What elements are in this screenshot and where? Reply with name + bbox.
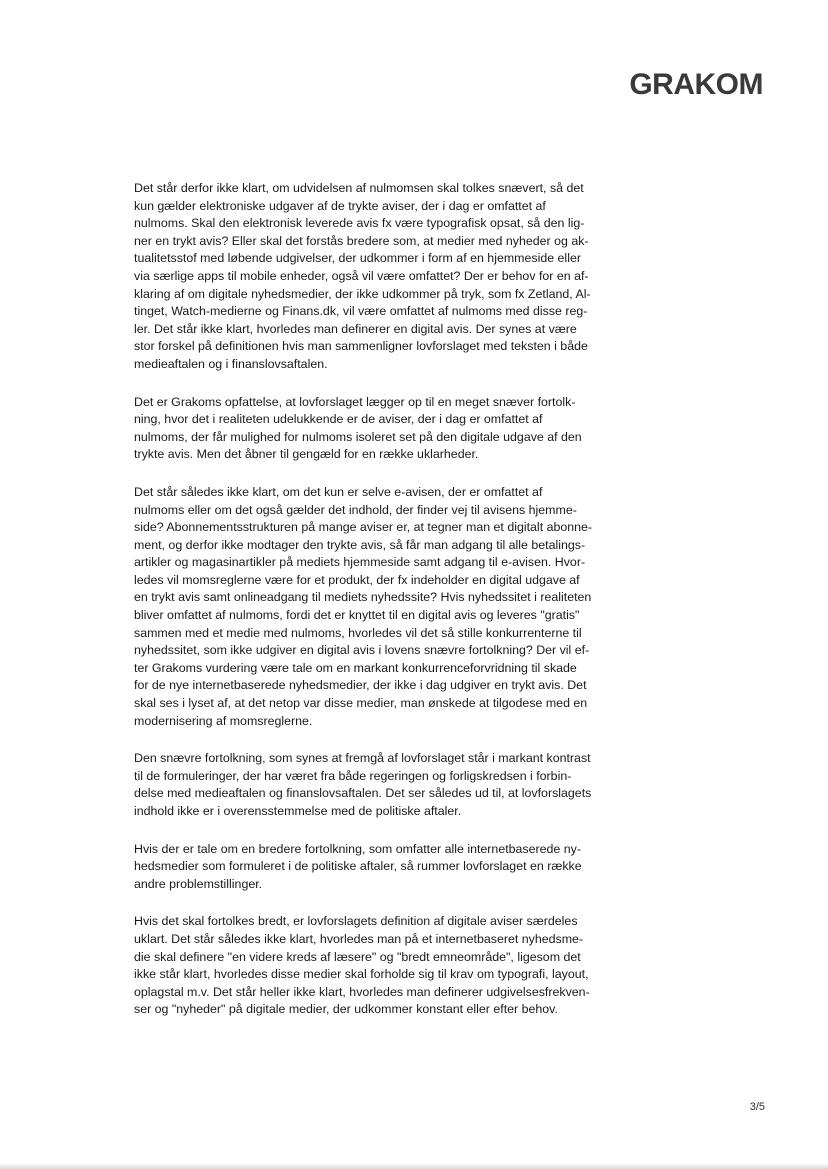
- paragraph-6: Hvis det skal fortolkes bredt, er lovforslagets definition af digitale aviser særdeles uklart. Det står således ikke klart, hvorledes man på et internetbaseret nyhedsme- die skal definere "en videre kreds af læsere" og "bredt emneområde", ligesom det ikke står klart, hvorledes disse medier skal forholde sig til krav om typografi, layout, oplagstal m.v. Det står heller ikke klart, hvorledes man definerer udgivelsesfrekven- ser og "nyheder" på digitale medier, der udkommer konstant eller efter behov.: [134, 914, 590, 1017]
- paragraph-5: Hvis der er tale om en bredere fortolkning, som omfatter alle internetbaserede ny- hedsmedier som formuleret i de politiske aftaler, så rummer lovforslaget en række andre problemstillinger.: [134, 841, 582, 891]
- paragraph-3: Det står således ikke klart, om det kun er selve e-avisen, der er omfattet af nulmoms eller om det også gælder det indhold, der finder vej til avisens hjemme- side? Abonnementsstrukturen på mange aviser er, at tegner man et digitalt abonne- ment, og derfor ikke modtager den trykte avis, så får man adgang til alle betalings- artikler og magasinartikler på mediets hjemmeside samt adgang til e-avisen. Hvor- ledes vil momsreglerne være for et produkt, der fx indeholder en digital udgave af en trykt avis samt onlineadgang til mediets nyhedssite? Hvis nyhedssitet i realiteten bliver omfattet af nulmoms, fordi det er knyttet til en digital avis og leveres "gratis" sammen med et medie med nulmoms, hvorledes vil det så stille konkurrenterne til nyhedssitet, som ikke udgiver en digital avis i lovens snævre fortolkning? Der vil ef- ter Grakoms vurdering være tale om en markant konkurrenceforvridning til skade for de nye internetbaserede nyhedsmedier, der ikke i dag udgiver en trykt avis. Det skal ses i lyset af, at det netop var disse medier, man ønskede at tilgodese med en modernisering af momsreglerne.: [134, 484, 593, 728]
- paragraph-4: Den snævre fortolkning, som synes at fremgå af lovforslaget står i markant kontrast til de formuleringer, der har været fra både regeringen og forligskredsen i forbin- delse med medieaftalen og finanslovsaftalen. Det ser således ud til, at lovforslagets indhold ikke er i overensstemmelse med de politiske aftaler.: [134, 751, 592, 818]
- page-edge: [0, 1163, 828, 1169]
- logo: GRAKOM: [629, 68, 763, 101]
- page-number: 3/5: [749, 1101, 765, 1113]
- document-body: [134, 180, 634, 1039]
- paragraph-1: Det står derfor ikke klart, om udvidelsen af nulmomsen skal tolkes snævert, så det kun gælder elektroniske udgaver af de trykte aviser, der i dag er omfattet af nulmoms. Skal den elektronisk leverede avis fx være typografisk opsat, så den lig- ner en trykt avis? Eller skal det forstås bredere som, at medier med nyheder og ak- tualitetsstof med løbende udgivelser, der udkommer i form af en hjemmeside eller via særlige apps til mobile enheder, også vil være omfattet? Der er behov for en af- klaring af om digitale nyhedsmedier, der ikke udkommer på tryk, som fx Zetland, Al- tinget, Watch-medierne og Finans.dk, vil være omfattet af nulmoms med disse reg- ler. Det står ikke klart, hvorledes man definerer en digital avis. Der synes at være stor forskel på definitionen hvis man sammenligner lovforslaget med teksten i både medieaftalen og i finanslovsaftalen.: [134, 181, 591, 371]
- paragraph-2: Det er Grakoms opfattelse, at lovforslaget lægger op til en meget snæver fortolk- ning, hvor det i realiteten udelukkende er de aviser, der i dag er omfattet af nulmoms, der får mulighed for nulmoms isoleret set på den digitale udgave af den trykte avis. Men det åbner til gengæld for en række uklarheder.: [134, 394, 582, 462]
